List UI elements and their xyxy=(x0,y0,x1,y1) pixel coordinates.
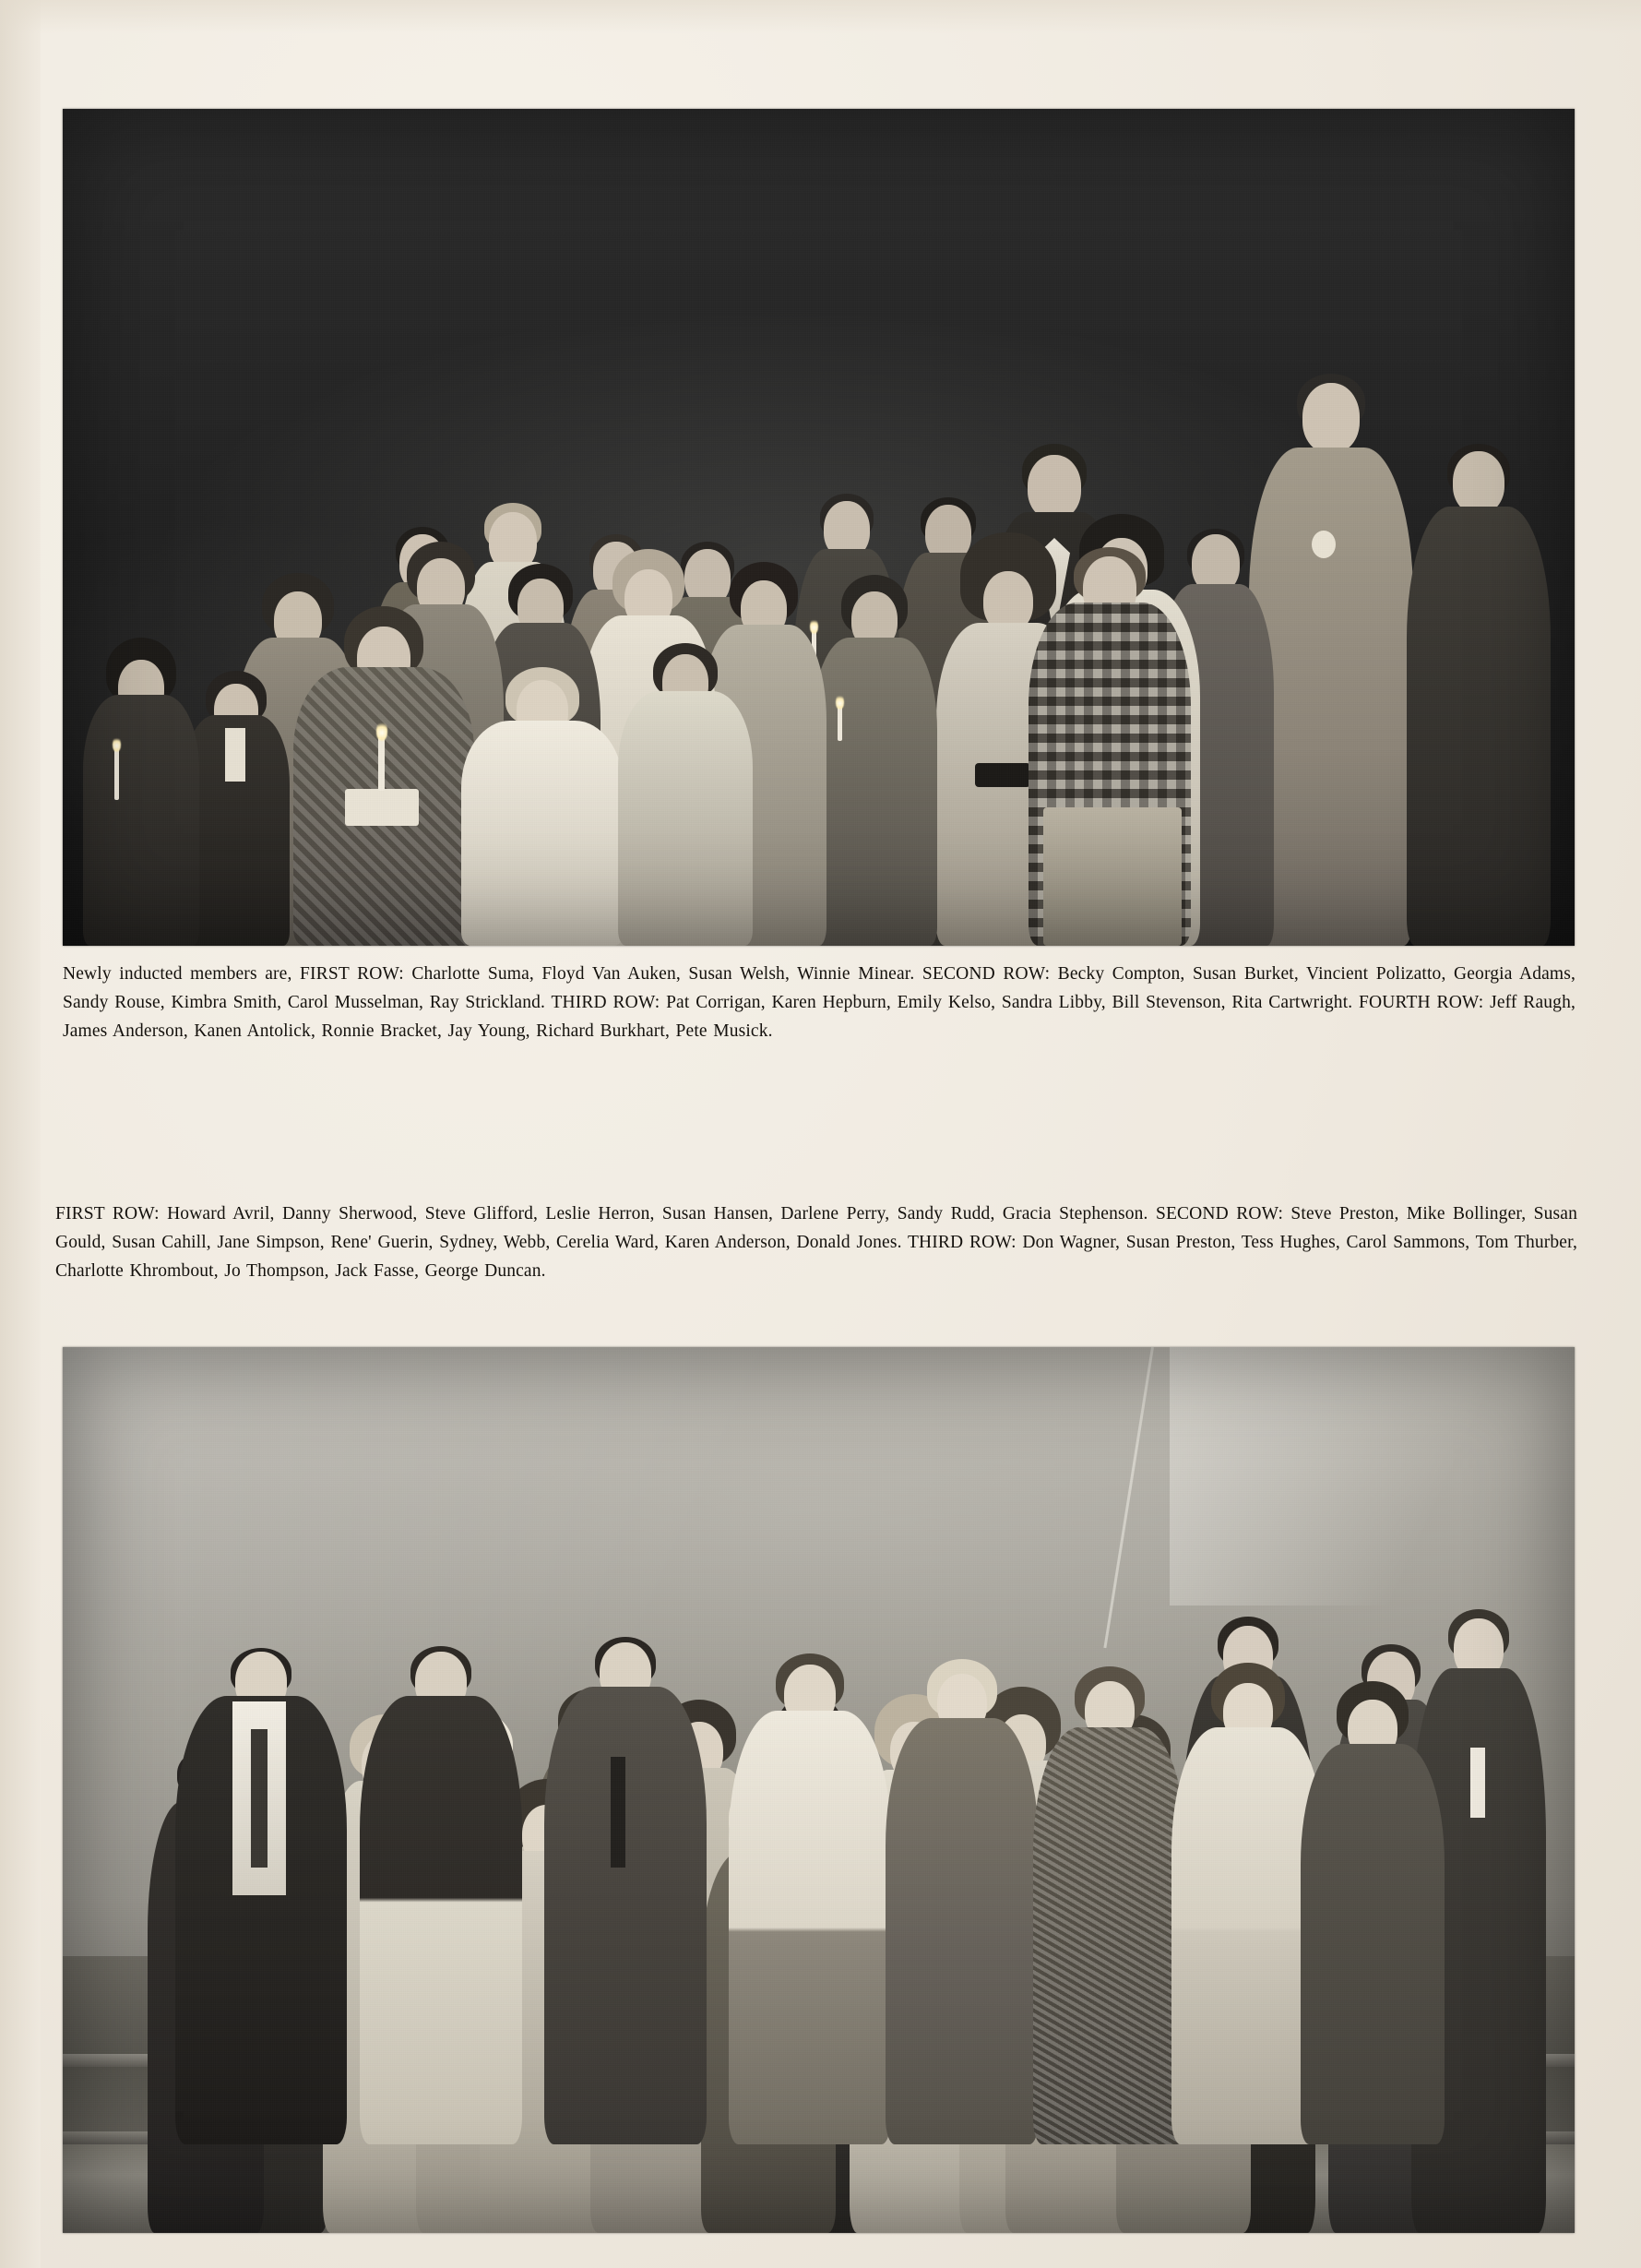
person-figure xyxy=(81,641,201,946)
page-edge-shadow-left xyxy=(0,0,41,2268)
page-edge-shadow-top xyxy=(0,0,1641,33)
caption-bottom-text: FIRST ROW: Howard Avril, Danny Sherwood, Steve Glifford, Leslie Herron, Susan Hansen, Darlene Perry, Sandy Rudd, Gracia Stephenson. SECOND ROW: Steve Preston, Mike Bollinger, Susan Gould, Susan Cahill, Jane Simpson, Rene' Guerin, Sydney, Webb, Cerelia Ward, Karen Anderson, Donald Jones. THIRD ROW: Don Wagner, Susan Preston, Tess Hughes, Carol Sammons, Tom Thurber, Charlotte Khrombout, Jo Thompson, Jack Fasse, George Duncan. xyxy=(55,1204,1577,1281)
person-figure xyxy=(173,1628,349,2144)
caption-top-text: Newly inducted members are, FIRST ROW: Charlotte Suma, Floyd Van Auken, Susan Welsh, Winnie Minear. SECOND ROW: Becky Compton, Susan Burket, Vincient Polizatto, Georgia Adams, Sandy Rouse, Kimbra Smith, Carol Musselman, Ray Strickland. THIRD ROW: Pat Corrigan, Karen Hepburn, Emily Kelso, Sandra Libby, Bill Stevenson, Rita Cartwright. FOURTH ROW: Jeff Raugh, James Anderson, Kanen Antolick, Ronnie Bracket, Jay Young, Richard Burkhart, Pete Musick. xyxy=(63,964,1576,1041)
person-figure xyxy=(884,1655,1040,2144)
person-figure xyxy=(616,641,755,946)
person-figure xyxy=(1299,1683,1446,2144)
caption-top xyxy=(63,960,1576,1045)
caption-bottom xyxy=(55,1200,1577,1285)
person-figure xyxy=(727,1646,893,2144)
person-figure xyxy=(810,577,939,946)
person-figure xyxy=(358,1628,524,2144)
person-figure xyxy=(459,669,625,946)
induction-ceremony-photo xyxy=(63,109,1575,946)
person-figure xyxy=(1027,540,1193,946)
person-figure xyxy=(291,614,476,946)
person-figure xyxy=(542,1618,708,2144)
person-figure xyxy=(1031,1665,1188,2144)
wall-highlight xyxy=(1170,1347,1575,1606)
group-members-photo xyxy=(63,1347,1575,2233)
person-figure xyxy=(1405,429,1552,946)
